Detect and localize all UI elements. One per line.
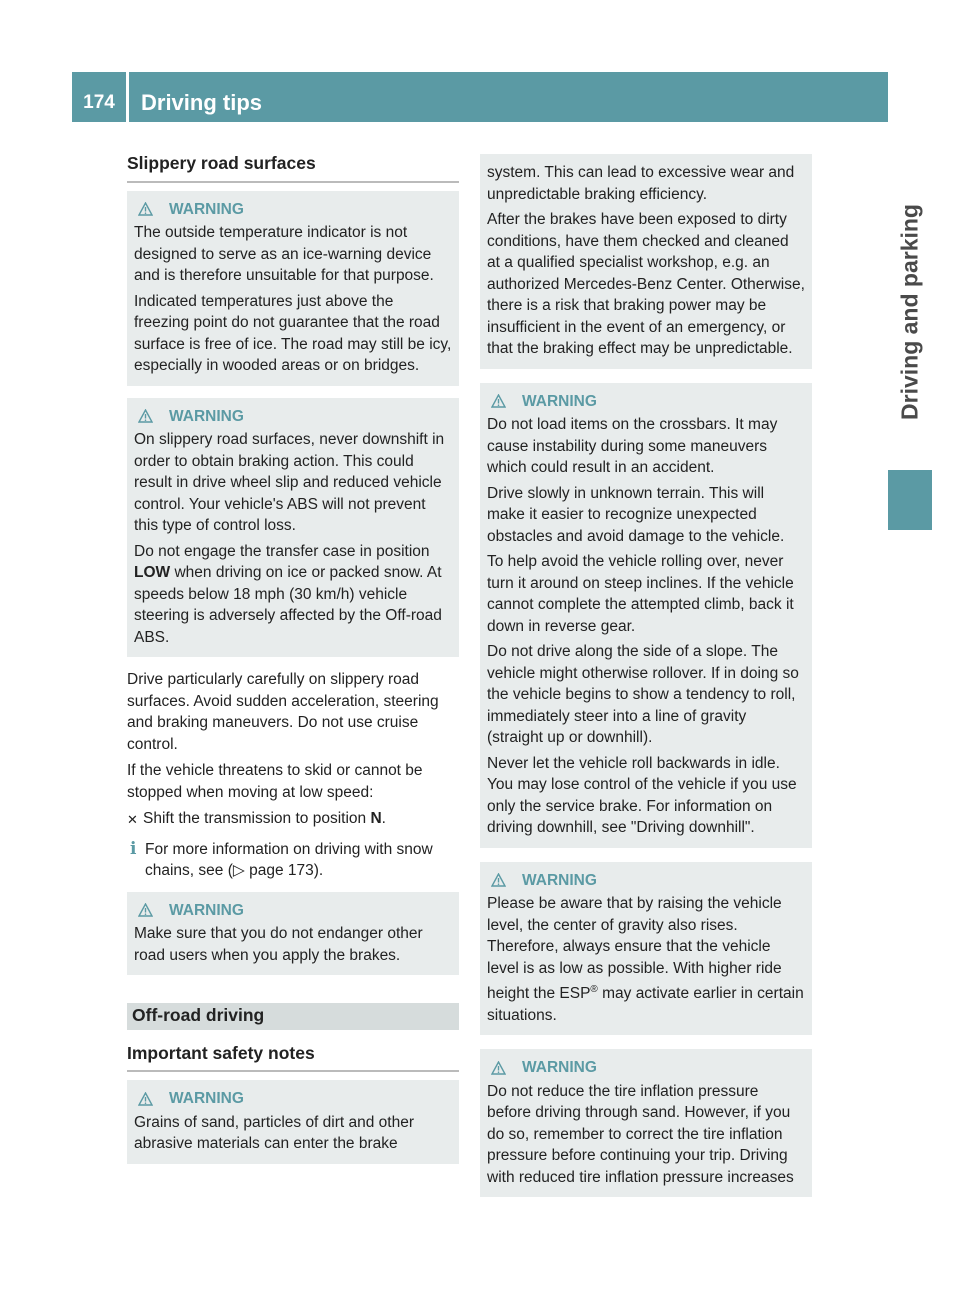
info-icon: i [130, 838, 137, 859]
warning-triangle-icon [491, 1061, 506, 1075]
page-number: 174 [83, 92, 115, 113]
warning-header [134, 406, 452, 428]
position-low: LOW [134, 564, 171, 581]
warning-text: Do not load items on the crossbars. It may cause instability during some maneuvers which could result in an accident. [487, 416, 778, 476]
registered-mark: ® [590, 984, 598, 995]
warning-box [127, 398, 459, 658]
warning-box [480, 383, 812, 848]
warning-text: Do not engage the transfer case in position LOW when driving on ice or packed snow. At speeds below 18 mph (30 km/h) vehicle steering is adversely affected by the Off-road ABS. [134, 542, 442, 646]
step-text: Shift the transmission to position N. [143, 810, 386, 827]
body-paragraph: If the vehicle threatens to skid or cannot be stopped when moving at low speed: [127, 762, 423, 801]
warning-text: system. This can lead to excessive wear and unpredictable braking efficiency. [487, 164, 795, 203]
warning-label: WARNING [169, 901, 244, 919]
step-arrow-icon: ✕ [127, 812, 138, 827]
side-chapter-marker [888, 470, 932, 530]
side-chapter-text: Driving and parking [896, 204, 923, 420]
warning-header [134, 199, 452, 221]
warning-label: WARNING [169, 407, 244, 425]
header-divider [126, 72, 129, 122]
heading-safety-notes: Important safety notes [127, 1040, 459, 1073]
warning-label: WARNING [169, 200, 244, 218]
warning-header [487, 391, 805, 413]
warning-box [480, 862, 812, 1036]
warning-label: WARNING [169, 1090, 244, 1107]
warning-text: On slippery road surfaces, never downshift in order to obtain braking action. This could result in drive wheel slip and reduced vehicle control. Your vehicle's ABS will not prevent this type of control loss. [134, 431, 445, 534]
warning-header [487, 870, 805, 892]
section-title: Driving tips [141, 90, 263, 115]
warning-text: Please be aware that by raising the vehicle level, the center of gravity also rises. Therefore, always ensure that the vehicle level is as low as possible. With higher ride height the ESP® may activate earlier in certain situations. [487, 895, 804, 1024]
warning-text: To help avoid the vehicle rolling over, never turn it around on steep inclines. If the vehicle cannot complete the attempted climb, back it down in reverse gear. [487, 553, 794, 635]
info-text: For more information on driving with snow chains, see (▷ page 173). [145, 840, 433, 879]
warning-text: Indicated temperatures just above the freezing point do not guarantee that the road surface is free of ice. The road may still be icy, especially in wooded areas or on bridges. [134, 292, 452, 374]
heading-slippery-road: Slippery road surfaces [127, 150, 459, 183]
info-note [127, 839, 459, 882]
heading-offroad-driving: Off-road driving [127, 1003, 459, 1030]
warning-text: After the brakes have been exposed to dirty conditions, have them checked and cleaned at a qualified specialist workshop, e.g. an authorized Mercedes-Benz Center. Otherwise, there is a risk that braking power may be insufficient in the event of an emergency, or that the braking effect may be unpredictable. [487, 211, 805, 357]
body-paragraph: Drive particularly carefully on slippery road surfaces. Avoid sudden acceleration, steering and braking maneuvers. Do not use cruise control. [127, 671, 439, 753]
warning-box [127, 892, 459, 976]
warning-header [134, 900, 452, 922]
warning-text: Never let the vehicle roll backwards in idle. You may lose control of the vehicle if you use only the service brake. For information on driving downhill, see "Driving downhill". [487, 754, 797, 836]
warning-triangle-icon [138, 409, 153, 423]
warning-box [127, 191, 459, 386]
warning-triangle-icon [491, 873, 506, 887]
warning-box-continued [480, 154, 812, 369]
warning-header [487, 1057, 805, 1079]
warning-triangle-icon [138, 1092, 153, 1106]
warning-triangle-icon [138, 202, 153, 216]
left-column [127, 150, 459, 1176]
instruction-step [127, 808, 459, 831]
right-column [480, 154, 812, 1209]
warning-header [134, 1088, 452, 1110]
warning-text: Grains of sand, particles of dirt and other abrasive materials can enter the brake [134, 1113, 415, 1152]
warning-label: WARNING [522, 1059, 597, 1077]
warning-label: WARNING [522, 392, 597, 410]
warning-text: The outside temperature indicator is not designed to serve as an ice-warning device and is therefore unsuitable for that purpose. [134, 224, 434, 284]
warning-box [127, 1080, 459, 1164]
warning-text: Drive slowly in unknown terrain. This will make it easier to recognize unexpected obstacles and avoid damage to the vehicle. [487, 484, 785, 545]
warning-label: WARNING [522, 871, 597, 889]
warning-text: Do not drive along the side of a slope. The vehicle might otherwise rollover. If in doing so the vehicle begins to show a tendency to roll, immediately steer into a line of gravity (straight up or downhill). [487, 643, 799, 746]
warning-triangle-icon [491, 394, 506, 408]
warning-text: Do not reduce the tire inflation pressure before driving through sand. However, if you do so, remember to correct the tire inflation pressure before continuing your trip. Driving with reduced tire inflation pressure increases [487, 1082, 794, 1186]
warning-triangle-icon [138, 903, 153, 917]
warning-box [480, 1049, 812, 1197]
side-chapter-label [888, 122, 932, 502]
warning-text: Make sure that you do not endanger other road users when you apply the brakes. [134, 925, 423, 964]
